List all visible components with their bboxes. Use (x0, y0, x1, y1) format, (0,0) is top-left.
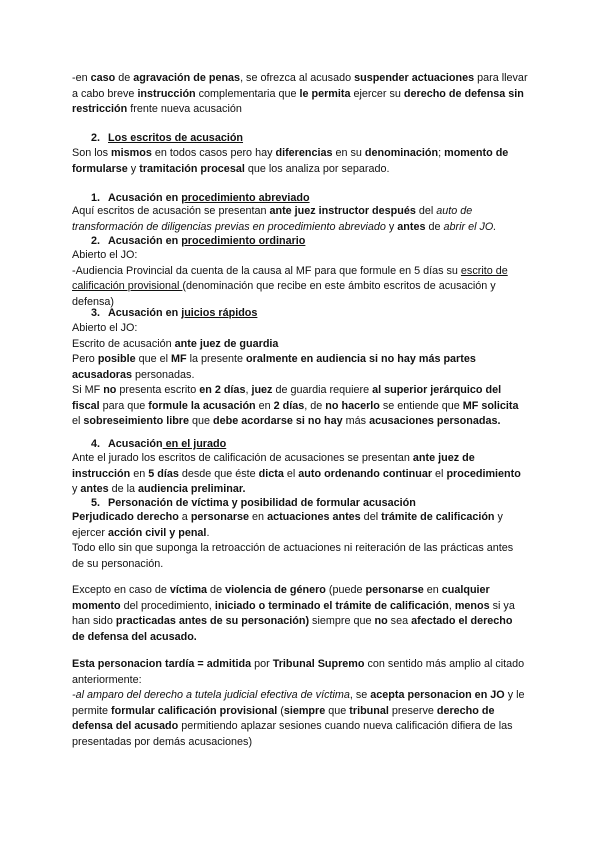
text-run: . (206, 526, 210, 539)
text-run: que (189, 415, 214, 427)
text-run: denominación (364, 147, 439, 159)
text-run: la presente (186, 353, 247, 365)
item-5-body (72, 510, 528, 572)
intro-paragraph (72, 71, 528, 118)
text-run: , se (349, 689, 371, 701)
text-run: tramitación procesal (139, 162, 245, 175)
text-run: presenta escrito (116, 384, 200, 396)
text-run: agravación de penas (133, 72, 241, 84)
text-run: el (72, 415, 84, 427)
item-title (108, 438, 226, 450)
text-run: que (325, 704, 350, 717)
text-run: momento de formularse (72, 147, 509, 175)
text-run: 2 días (273, 399, 305, 412)
text-run: Abierto el JO: (72, 249, 138, 261)
text-run: se entiende que (379, 399, 463, 412)
text-run: Excepto en caso de (72, 584, 170, 596)
text-run: MF solicita (462, 399, 519, 412)
text-run: de (425, 220, 444, 233)
text-run: suspender actuaciones (354, 72, 475, 84)
text-run: no (374, 615, 388, 627)
text-run: procedimiento ordinario (181, 235, 306, 247)
text-run: ante juez de instrucción (72, 452, 475, 480)
text-run: siempre que (309, 615, 375, 627)
text-run: afectado el derecho de defensa del acusado. (72, 615, 513, 643)
text-run: antes (80, 483, 109, 495)
text-run: formular calificación provisional (111, 704, 278, 717)
text-run: acusaciones personadas. (369, 415, 501, 427)
text-run: antes (397, 220, 426, 233)
text-run: en (423, 584, 442, 596)
text-run: audiencia preliminar. (138, 483, 246, 495)
text-run: posible (97, 353, 136, 365)
item-title (108, 235, 305, 247)
text-run: ( (277, 704, 284, 717)
text-run: del (360, 511, 382, 523)
text-run: desde que éste (178, 467, 259, 480)
text-run: debe acordarse si no hay (213, 415, 343, 427)
text-run: escrito de calificación provisional (72, 264, 508, 292)
text-run: no hacerlo (325, 399, 380, 412)
text-run: juicios rápidos (181, 307, 258, 319)
text-run: , (448, 599, 455, 612)
text-run: formule la acusación (148, 399, 256, 412)
text-run: dicta (258, 467, 284, 480)
text-run: ante juez de guardia (174, 337, 279, 350)
text-run: sobreseimiento libre (83, 415, 190, 427)
text-run: caso (90, 72, 116, 84)
text-run: Esta personacion tardía = admitida (72, 658, 252, 670)
text-run: por (251, 658, 273, 670)
text-run: el (432, 467, 447, 480)
text-run: si ya han sido (72, 599, 515, 627)
text-run: que el (135, 353, 172, 365)
text-run: personarse (365, 584, 424, 596)
item-title (108, 307, 257, 319)
item-title (108, 192, 310, 204)
item-number: 2. (91, 235, 101, 247)
text-run: actuaciones antes (267, 511, 361, 523)
text-run: 5 días (148, 467, 179, 480)
text-run: Acusación (108, 438, 163, 450)
text-run: procedimiento abreviado (181, 192, 310, 204)
text-run: Ante el jurado los escritos de calificación de acusaciones se presentan (72, 452, 413, 464)
text-run: procedimiento (446, 467, 521, 480)
text-run: que los analiza por separado. (244, 162, 390, 175)
item-number: 1. (91, 192, 101, 204)
text-run: complementaria que (195, 87, 300, 100)
text-run: Aquí escritos de acusación se presentan (72, 205, 270, 217)
text-run: derecho de defensa del acusado (72, 704, 495, 732)
text-run: MF (171, 353, 187, 365)
text-run: acepta personacion en JO (370, 689, 505, 701)
text-run: , (245, 384, 252, 396)
text-run: Perjudicado derecho (72, 511, 179, 523)
section-2-heading (91, 131, 243, 147)
late-personation-paragraph (72, 657, 528, 750)
text-run: violencia de género (225, 584, 326, 596)
text-run: preserve (388, 704, 437, 717)
text-run: con sentido más amplio al citado anteriormente: (72, 658, 525, 686)
text-run: no (103, 384, 117, 396)
text-run: diferencias (275, 147, 333, 159)
item-1-body (72, 204, 528, 235)
text-run: en (249, 511, 268, 523)
text-run: el (283, 467, 299, 480)
text-run: permitiendo aplazar sesiones cuando nueva calificación difiera de las presentadas por demás acusaciones) (72, 720, 513, 748)
text-run: siempre (283, 704, 326, 717)
text-run: mismos (111, 147, 152, 159)
text-run: , de (304, 399, 326, 412)
text-run: de (207, 584, 226, 596)
text-run: víctima (169, 584, 208, 596)
text-run: de guardia requiere (272, 384, 373, 396)
item-3-body (72, 321, 528, 430)
text-run: al superior jerárquico del fiscal (72, 384, 502, 412)
text-run: cualquier momento (72, 584, 490, 612)
text-run: del (415, 205, 437, 217)
section-title: Los escritos de acusación (108, 132, 244, 144)
text-run: frente nueva acusación (127, 103, 242, 115)
text-run: en (255, 399, 274, 412)
text-run: en todos casos pero hay (151, 147, 276, 159)
text-run: tribunal (349, 704, 389, 717)
item-4-body (72, 451, 528, 498)
text-run: Escrito de acusación (72, 337, 175, 350)
item-2-body (72, 248, 528, 310)
item-number: 4. (91, 438, 101, 450)
text-run: ante juez instructor después (269, 205, 416, 217)
text-run: -al amparo del derecho a tutela judicial efectiva de víctima (72, 689, 350, 701)
item-number: 5. (91, 497, 101, 509)
text-run: menos (454, 599, 490, 612)
text-run: abrir el JO. (443, 220, 497, 233)
text-run: Son los (72, 147, 112, 159)
text-run: en el jurado (162, 438, 227, 450)
text-run: Acusación en (108, 307, 182, 319)
text-run: practicadas antes de su personación) (115, 615, 310, 627)
text-run: Pero (72, 353, 98, 365)
text-run: -Audiencia Provincial da cuenta de la causa al MF para que formule en 5 días su (72, 264, 461, 277)
text-run: a (178, 511, 191, 523)
text-run: de la (108, 483, 139, 495)
text-run: -en (72, 72, 91, 84)
text-run: ; (438, 147, 445, 159)
text-run: y le permite (72, 689, 525, 717)
text-run: le permita (299, 87, 351, 100)
text-run: oralmente en audiencia si no hay más partes acusadoras (72, 353, 476, 381)
text-run: juez (251, 384, 273, 396)
text-run: (denominación que recibe en este ámbito escritos de acusación y defensa) (72, 280, 496, 308)
text-run: auto de transformación de diligencias previas en procedimiento abreviado (72, 205, 473, 233)
text-run: del procedimiento, (120, 599, 215, 612)
item-3-heading (91, 306, 257, 322)
text-run: Tribunal Supremo (272, 658, 365, 670)
text-run: de (115, 72, 134, 84)
text-run: en su (332, 147, 365, 159)
text-run: Todo ello sin que suponga la retroacción de actuaciones ni reiteración de las prácticas antes de su personación. (72, 542, 514, 570)
text-run: , se ofrezca al acusado (240, 72, 355, 84)
text-run: más (342, 415, 370, 427)
item-number: 3. (91, 307, 101, 319)
text-run: Personación de víctima y posibilidad de formular acusación (108, 497, 416, 509)
text-run: Acusación en (108, 235, 182, 247)
text-run: Si MF (72, 384, 104, 396)
text-run: Abierto el JO: (72, 322, 138, 334)
section-2-body (72, 146, 528, 177)
text-run: y ejercer (72, 511, 503, 539)
section-number: 2. (91, 132, 101, 144)
text-run: y (72, 483, 81, 495)
text-run: en (130, 467, 149, 480)
text-run: y (385, 220, 398, 233)
text-run: sea (387, 615, 412, 627)
text-run: Acusación en (108, 192, 182, 204)
text-run: y (127, 162, 140, 175)
text-run: acción civil y penal (108, 526, 207, 539)
text-run: derecho de defensa sin restricción (72, 87, 524, 115)
text-run: trámite de calificación (381, 511, 495, 523)
text-run: para que (99, 399, 149, 412)
item-title (108, 497, 416, 509)
text-run: personadas. (132, 368, 195, 381)
text-run: ejercer su (350, 87, 404, 100)
text-run: instrucción (137, 87, 196, 100)
exception-paragraph (72, 583, 528, 645)
text-run: personarse (190, 511, 250, 523)
text-run: en 2 días (199, 384, 246, 396)
text-run: (puede (325, 584, 366, 596)
text-run: auto ordenando continuar (298, 467, 433, 480)
text-run: para llevar a cabo breve (72, 72, 528, 100)
text-run: iniciado o terminado el trámite de calificación (214, 599, 449, 612)
